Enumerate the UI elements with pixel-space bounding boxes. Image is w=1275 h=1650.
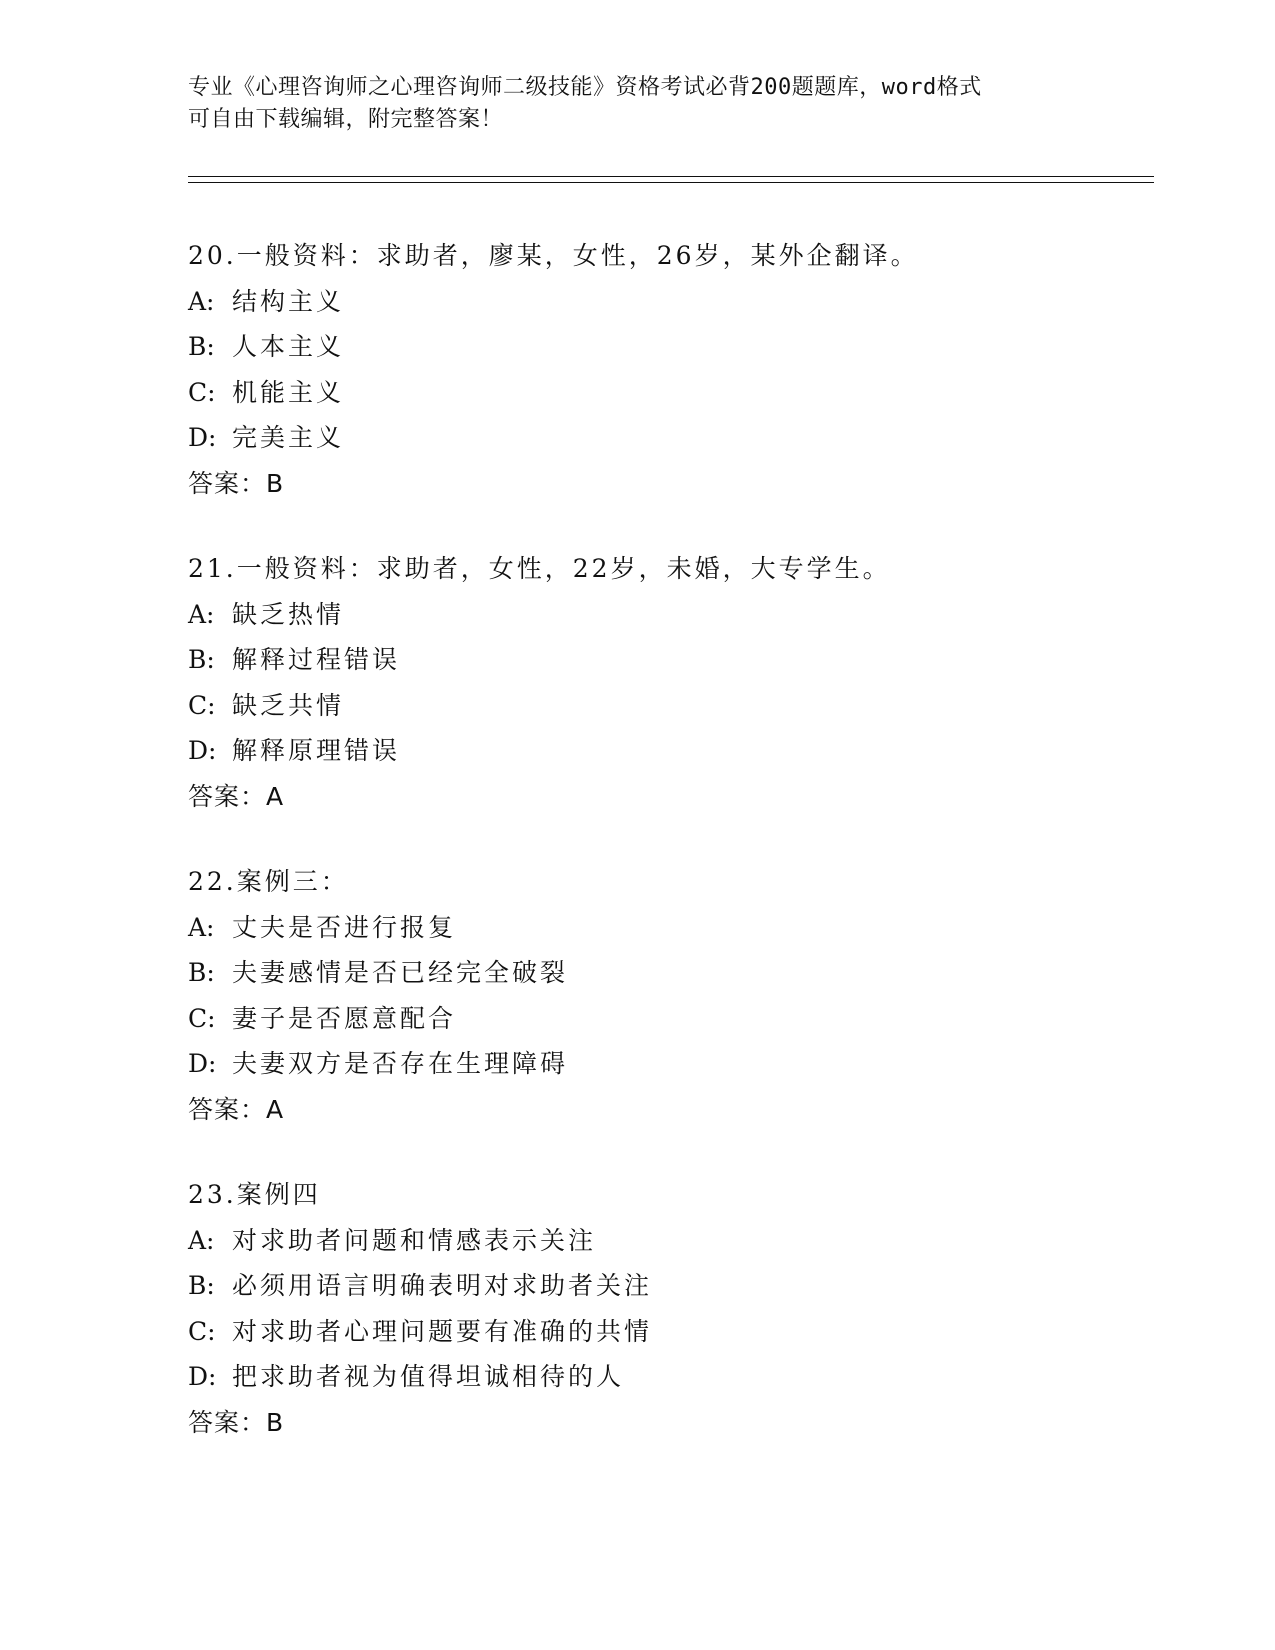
option-text: 结构主义 bbox=[232, 286, 345, 316]
option-d bbox=[188, 728, 1148, 774]
option-d bbox=[188, 415, 1148, 461]
question-stem: 21.一般资料：求助者，女性，22岁，未婚，大专学生。 bbox=[188, 554, 891, 583]
option-letter: A: bbox=[188, 286, 215, 316]
option-b bbox=[188, 1263, 1148, 1309]
option-text: 把求助者视为值得坦诚相待的人 bbox=[232, 1362, 625, 1391]
option-b bbox=[188, 950, 1148, 996]
answer-line: 答案：A bbox=[188, 781, 285, 811]
option-text: 对求助者问题和情感表示关注 bbox=[232, 1225, 597, 1255]
option-text: 夫妻感情是否已经完全破裂 bbox=[232, 958, 569, 987]
option-text: 机能主义 bbox=[232, 377, 345, 407]
header-line-2: 可自由下载编辑，附完整答案！ bbox=[188, 107, 504, 132]
answer-line: 答案：A bbox=[188, 1094, 285, 1124]
question-stem: 22.案例三： bbox=[188, 867, 349, 896]
option-letter: B: bbox=[188, 1271, 215, 1300]
question-23 bbox=[188, 1172, 1148, 1445]
option-letter: D: bbox=[188, 1049, 217, 1078]
header-divider-top bbox=[188, 176, 1154, 177]
question-20 bbox=[188, 233, 1148, 506]
option-text: 解释过程错误 bbox=[232, 645, 401, 674]
option-c bbox=[188, 1309, 1148, 1355]
option-d bbox=[188, 1354, 1148, 1400]
header-divider-bottom bbox=[188, 182, 1154, 183]
option-text: 必须用语言明确表明对求助者关注 bbox=[232, 1271, 653, 1300]
document-header bbox=[188, 72, 1088, 136]
option-text: 完美主义 bbox=[232, 423, 345, 452]
option-text: 夫妻双方是否存在生理障碍 bbox=[232, 1049, 569, 1078]
option-c bbox=[188, 996, 1148, 1042]
header-line-1: 专业《心理咨询师之心理咨询师二级技能》资格考试必背200题题库，word格式 bbox=[188, 75, 982, 100]
option-c bbox=[188, 683, 1148, 729]
question-list bbox=[188, 233, 1148, 1485]
question-stem: 20.一般资料：求助者，廖某，女性，26岁，某外企翻译。 bbox=[188, 241, 919, 270]
option-a bbox=[188, 905, 1148, 951]
option-letter: C: bbox=[188, 377, 216, 407]
option-letter: A: bbox=[188, 1225, 215, 1255]
option-d bbox=[188, 1041, 1148, 1087]
option-text: 丈夫是否进行报复 bbox=[232, 912, 457, 942]
option-letter: A: bbox=[188, 599, 215, 629]
option-c bbox=[188, 370, 1148, 416]
option-letter: C: bbox=[188, 1316, 216, 1346]
option-letter: D: bbox=[188, 423, 217, 452]
option-b bbox=[188, 637, 1148, 683]
answer-line: 答案：B bbox=[188, 1407, 285, 1437]
option-text: 缺乏热情 bbox=[232, 599, 345, 629]
option-a bbox=[188, 279, 1148, 325]
question-22 bbox=[188, 859, 1148, 1132]
option-text: 人本主义 bbox=[232, 332, 345, 361]
option-text: 解释原理错误 bbox=[232, 736, 401, 765]
option-letter: B: bbox=[188, 645, 215, 674]
option-letter: D: bbox=[188, 1362, 217, 1391]
option-text: 缺乏共情 bbox=[232, 690, 345, 720]
option-letter: A: bbox=[188, 912, 215, 942]
question-21 bbox=[188, 546, 1148, 819]
option-letter: B: bbox=[188, 332, 215, 361]
option-text: 妻子是否愿意配合 bbox=[232, 1003, 457, 1033]
option-letter: C: bbox=[188, 1003, 216, 1033]
option-a bbox=[188, 592, 1148, 638]
question-stem: 23.案例四 bbox=[188, 1180, 321, 1209]
option-letter: B: bbox=[188, 958, 215, 987]
option-b bbox=[188, 324, 1148, 370]
option-a bbox=[188, 1218, 1148, 1264]
option-letter: D: bbox=[188, 736, 217, 765]
answer-line: 答案：B bbox=[188, 468, 285, 498]
option-letter: C: bbox=[188, 690, 216, 720]
option-text: 对求助者心理问题要有准确的共情 bbox=[232, 1316, 653, 1346]
